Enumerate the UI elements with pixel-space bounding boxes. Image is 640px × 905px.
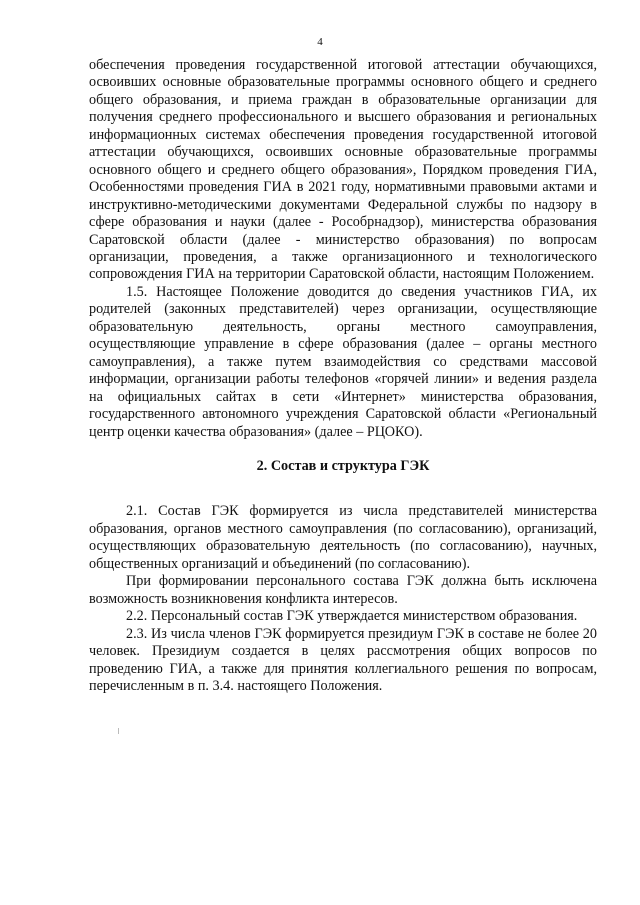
paragraph-continuation: обеспечения проведения государственной итоговой аттестации обучающихся, освоивших основные образовательные программы основного общего и среднего общего образования, и приема граждан в образовательные организации для получения среднего профессионального и высшего образования и региональных информационных системах обеспечения проведения государственной итоговой аттестации обучающихся, освоивших основные образовательные программы основного общего и среднего общего образования», Порядком проведения ГИА, Особенностями проведения ГИА в 2021 году, нормативными правовыми актами и инструктивно-методическими документами Федеральной службы по надзору в сфере образования и науки (далее - Рособрнадзор), министерства образования Саратовской области (далее - министерство образования) по вопросам организации, проведения, а также организационного и технологического сопровождения ГИА на территории Саратовской области, настоящим Положением. <box>89 57 597 283</box>
document-body <box>89 57 597 695</box>
paragraph-2-2: 2.2. Персональный состав ГЭК утверждается министерством образования. <box>126 608 578 625</box>
paragraph-1-5: 1.5. Настоящее Положение доводится до сведения участников ГИА, их родителей (законных представителей) через организации, осуществляющие образовательную деятельность, органы местного самоуправления, осуществляющие управление в сфере образования (далее – органы местного самоуправления), а также путем взаимодействия со средствами массовой информации, организации работы телефонов «горячей линии» и ведения раздела на официальных сайтах в сети «Интернет» министерства образования, государственного автономного учреждения Саратовской области «Региональный центр оценки качества образования» (далее – РЦОКО). <box>89 283 597 440</box>
section-heading: 2. Состав и структура ГЭК <box>256 457 430 474</box>
paragraph-2-3: 2.3. Из числа членов ГЭК формируется президиум ГЭК в составе не более 20 человек. Президиум создается в целях рассмотрения общих вопросов по проведению ГИА, а также для принятия коллегиального решения по вопросам, перечисленным в п. 3.4. настоящего Положения. <box>89 625 597 694</box>
scan-mark <box>118 728 119 734</box>
paragraph-2-1: 2.1. Состав ГЭК формируется из числа представителей министерства образования, органов местного самоуправления (по согласованию), организаций, осуществляющих образовательную деятельность (по согласованию), научных, общественных организаций и объединений (по согласованию). <box>89 503 597 572</box>
page-number: 4 <box>317 36 323 48</box>
paragraph-conflict: При формировании персонального состава ГЭК должна быть исключена возможность возникновения конфликта интересов. <box>89 573 597 607</box>
